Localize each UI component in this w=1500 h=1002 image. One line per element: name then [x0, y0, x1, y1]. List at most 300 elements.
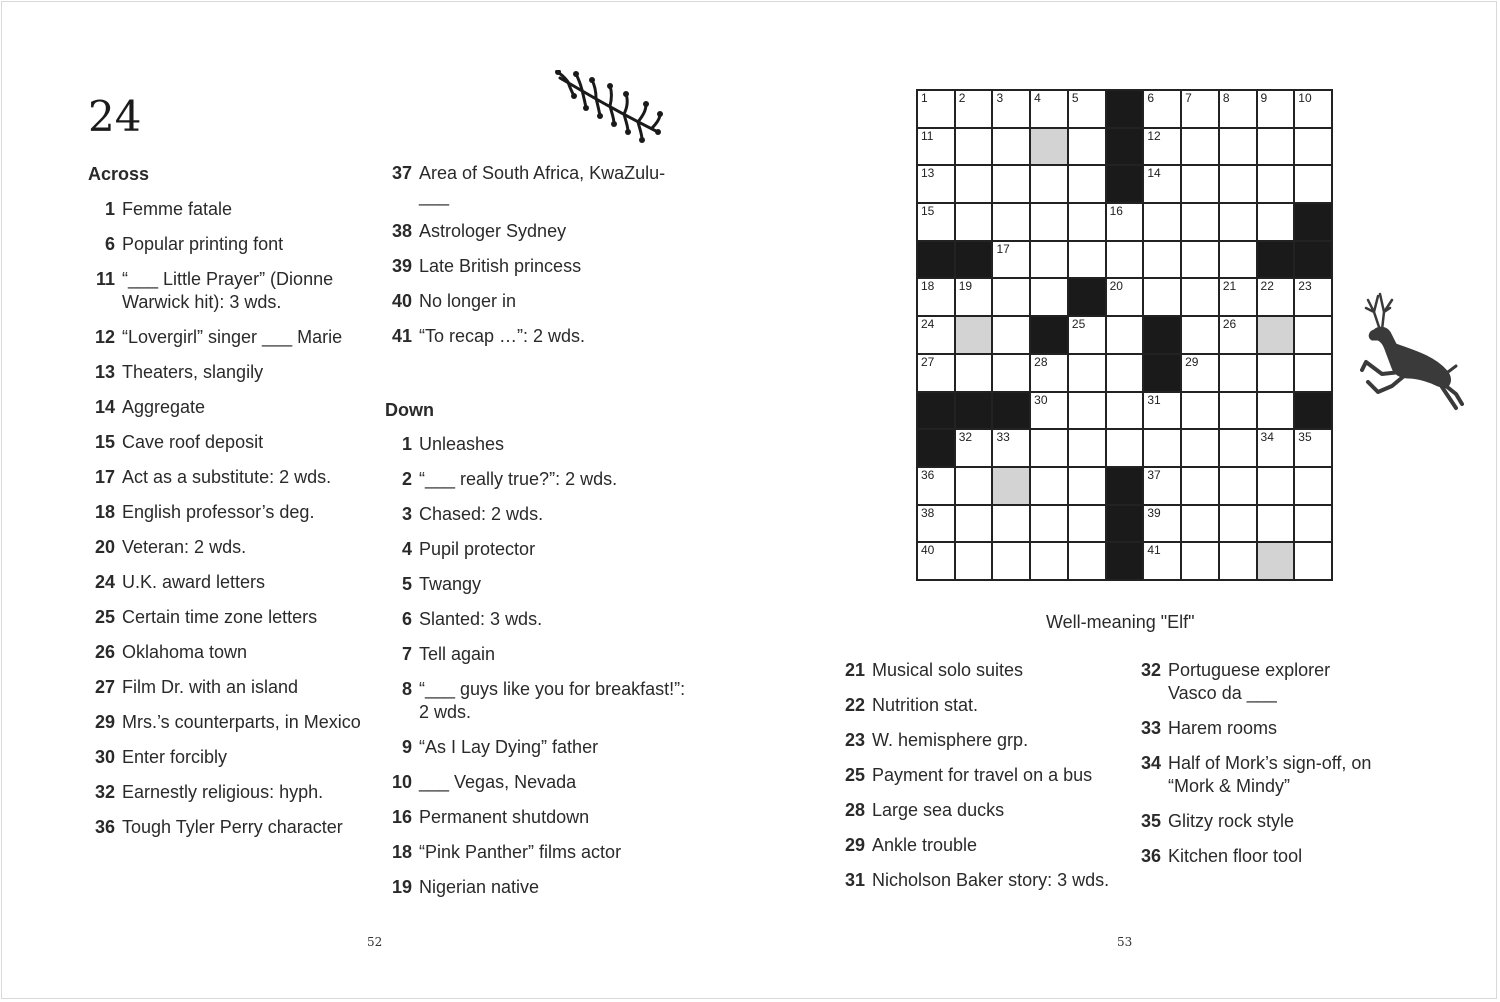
grid-cell [1295, 166, 1331, 202]
clue-text: Chased: 2 wds. [419, 504, 544, 524]
clue-text: Portuguese explorer Vasco da ___ [1168, 660, 1331, 703]
grid-cell-number: 12 [1147, 128, 1161, 143]
clue-text: Payment for travel on a bus [872, 765, 1093, 785]
clue-text: “Lovergirl” singer ___ Marie [122, 327, 343, 347]
across-clue [88, 571, 398, 594]
clue-number: 34 [1140, 753, 1161, 773]
grid-cell [1258, 317, 1294, 353]
grid-cell [1258, 166, 1294, 202]
grid-cell [1182, 204, 1218, 240]
clue-text: Half of Mork’s sign-off, on “Mork & Mindy” [1168, 753, 1372, 796]
grid-cell [993, 543, 1029, 579]
grid-cell-number: 34 [1260, 430, 1274, 445]
clue-number: 40 [391, 291, 412, 311]
grid-block [1258, 242, 1294, 278]
across-clue [88, 536, 398, 559]
clue-number: 22 [844, 695, 865, 715]
grid-cell [1258, 506, 1294, 542]
grid-cell [1144, 166, 1180, 202]
clue-number: 15 [94, 432, 115, 452]
grid-cell-number: 22 [1260, 279, 1274, 294]
down-clue [385, 468, 695, 491]
clue-text: ___ Vegas, Nevada [419, 772, 577, 792]
across-clue [385, 325, 695, 348]
down-clue [838, 659, 1123, 682]
grid-cell [1069, 468, 1105, 504]
down-clues-column-3 [1134, 659, 1379, 880]
across-clue [88, 431, 398, 454]
clue-number: 37 [391, 163, 412, 183]
clue-number: 18 [94, 502, 115, 522]
grid-cell [1031, 430, 1067, 466]
down-clue [838, 729, 1123, 752]
across-clue [385, 290, 695, 313]
clue-text: English professor’s deg. [122, 502, 315, 522]
grid-cell [1144, 430, 1180, 466]
down-clue [385, 503, 695, 526]
grid-cell [993, 430, 1029, 466]
grid-cell [1295, 506, 1331, 542]
grid-cell-number: 10 [1298, 91, 1312, 105]
across-clue [88, 501, 398, 524]
down-clue [838, 764, 1123, 787]
grid-cell-number: 36 [921, 467, 935, 482]
grid-cell [1107, 355, 1143, 391]
grid-block [1107, 166, 1143, 202]
grid-cell [1182, 166, 1218, 202]
clue-text: “___ guys like you for breakfast!”: 2 wds. [419, 679, 686, 722]
across-clue [88, 326, 398, 349]
down-clue [385, 643, 695, 666]
grid-block [956, 393, 992, 429]
grid-cell [1182, 129, 1218, 165]
grid-cell [1220, 242, 1256, 278]
clue-text: Unleashes [419, 434, 505, 454]
across-clues-column-2 [385, 162, 695, 360]
grid-cell [956, 91, 992, 127]
clue-text: Popular printing font [122, 234, 284, 254]
across-clue [88, 396, 398, 419]
grid-cell [993, 166, 1029, 202]
grid-cell-number: 11 [921, 128, 934, 143]
grid-cell [956, 430, 992, 466]
grid-cell [1220, 543, 1256, 579]
clue-number: 21 [844, 660, 865, 680]
clue-text: U.K. award letters [122, 572, 266, 592]
grid-cell [1107, 430, 1143, 466]
clue-number: 11 [95, 269, 115, 289]
across-clue [88, 816, 398, 839]
grid-block [956, 242, 992, 278]
down-clue [385, 678, 695, 724]
clue-text: “To recap …”: 2 wds. [419, 326, 586, 346]
clue-text: “___ Little Prayer” (Dionne Warwick hit): 3 wds. [122, 269, 334, 312]
clue-number: 16 [391, 807, 412, 827]
grid-cell [1031, 279, 1067, 315]
grid-cell-number: 19 [958, 279, 973, 294]
grid-cell-number: 38 [921, 505, 935, 520]
down-clue [385, 771, 695, 794]
grid-cell [956, 506, 992, 542]
grid-cell [993, 506, 1029, 542]
grid-cell [918, 204, 954, 240]
grid-cell-number: 18 [921, 279, 935, 294]
grid-cell [1295, 129, 1331, 165]
down-clue [838, 834, 1123, 857]
grid-cell [918, 355, 954, 391]
clue-text: Act as a substitute: 2 wds. [122, 467, 332, 487]
grid-cell [1220, 468, 1256, 504]
clue-text: Enter forcibly [122, 747, 228, 767]
grid-cell-number: 7 [1185, 91, 1192, 105]
grid-cell-number: 16 [1109, 204, 1123, 219]
grid-cell [1220, 91, 1256, 127]
grid-cell [1182, 543, 1218, 579]
grid-cell [1258, 204, 1294, 240]
grid-cell [1295, 543, 1331, 579]
grid-cell-number: 3 [996, 91, 1004, 105]
grid-cell [1220, 430, 1256, 466]
down-clue [1134, 845, 1379, 868]
grid-cell [1069, 129, 1105, 165]
grid-block [1295, 204, 1331, 240]
clue-text: Oklahoma town [122, 642, 248, 662]
grid-cell-number: 24 [921, 317, 935, 332]
down-clues-column-1 [385, 433, 695, 911]
grid-cell [993, 242, 1029, 278]
grid-block [993, 393, 1029, 429]
grid-cell [1182, 279, 1218, 315]
across-clue [385, 162, 695, 208]
clue-number: 28 [844, 800, 865, 820]
grid-block [918, 242, 954, 278]
grid-cell [918, 317, 954, 353]
down-clue [838, 694, 1123, 717]
grid-cell [1031, 91, 1067, 127]
grid-cell-number: 33 [996, 430, 1010, 445]
grid-cell [1107, 204, 1143, 240]
clue-number: 6 [104, 234, 115, 254]
grid-cell-number: 40 [921, 543, 935, 558]
grid-cell-number: 37 [1147, 467, 1161, 482]
clue-text: Kitchen floor tool [1168, 846, 1303, 866]
grid-cell [956, 355, 992, 391]
clue-number: 14 [94, 397, 115, 417]
clue-number: 32 [94, 782, 115, 802]
clue-number: 3 [401, 504, 412, 524]
grid-cell [1295, 430, 1331, 466]
grid-cell [1258, 543, 1294, 579]
clue-text: Femme fatale [122, 199, 233, 219]
clue-number: 39 [391, 256, 412, 276]
grid-cell [918, 91, 954, 127]
puzzle-caption: Well-meaning "Elf" [1046, 612, 1195, 632]
grid-cell [1182, 242, 1218, 278]
grid-cell-number: 15 [921, 204, 935, 219]
grid-block [1107, 129, 1143, 165]
clue-text: “As I Lay Dying” father [419, 737, 599, 757]
clue-text: Large sea ducks [872, 800, 1005, 820]
down-clue [838, 869, 1123, 892]
grid-cell [1220, 506, 1256, 542]
clue-text: Theaters, slangily [122, 362, 264, 382]
grid-cell [993, 279, 1029, 315]
grid-block [918, 393, 954, 429]
clue-text: Aggregate [122, 397, 206, 417]
grid-cell [1295, 355, 1331, 391]
clue-text: Pupil protector [419, 539, 536, 559]
fern-icon [554, 70, 666, 148]
down-clue [1134, 810, 1379, 833]
clue-number: 7 [401, 644, 412, 664]
clue-number: 33 [1140, 718, 1161, 738]
clue-text: Musical solo suites [872, 660, 1024, 680]
clue-number: 17 [94, 467, 115, 487]
grid-cell [918, 129, 954, 165]
across-clue [88, 606, 398, 629]
grid-cell-number: 20 [1109, 279, 1123, 294]
down-clue [385, 433, 695, 456]
grid-cell [1182, 506, 1218, 542]
clue-number: 6 [401, 609, 412, 629]
grid-cell [1144, 393, 1180, 429]
across-clue [385, 255, 695, 278]
grid-cell [1031, 242, 1067, 278]
grid-cell-number: 2 [958, 91, 966, 105]
grid-cell [956, 317, 992, 353]
grid-cell [1295, 317, 1331, 353]
grid-cell [1069, 242, 1105, 278]
grid-cell [1182, 430, 1218, 466]
down-clues-column-2 [838, 659, 1123, 904]
grid-block [1107, 506, 1143, 542]
clue-text: Film Dr. with an island [122, 677, 299, 697]
clue-number: 31 [844, 870, 865, 890]
grid-cell-number: 26 [1222, 317, 1237, 332]
down-clue [385, 736, 695, 759]
grid-cell-number: 5 [1071, 91, 1079, 105]
clue-number: 36 [1140, 846, 1161, 866]
grid-cell [1144, 506, 1180, 542]
grid-cell [993, 91, 1029, 127]
clue-text: Tell again [419, 644, 496, 664]
clue-text: Nigerian native [419, 877, 540, 897]
clue-text: Glitzy rock style [1168, 811, 1295, 831]
clue-number: 27 [94, 677, 115, 697]
down-clue [385, 841, 695, 864]
grid-cell [1295, 468, 1331, 504]
grid-cell [1144, 242, 1180, 278]
grid-cell [918, 506, 954, 542]
across-clue [88, 641, 398, 664]
page-number-right: 53 [1117, 935, 1133, 949]
crossword-grid [916, 89, 1333, 581]
grid-block [1144, 355, 1180, 391]
down-clue [1134, 752, 1379, 798]
grid-cell [1258, 91, 1294, 127]
grid-cell [1069, 506, 1105, 542]
clue-number: 1 [401, 434, 412, 454]
grid-cell-number: 32 [958, 430, 973, 445]
across-clue [88, 268, 398, 314]
grid-block [1295, 242, 1331, 278]
clue-number: 29 [94, 712, 115, 732]
across-clues-column-1 [88, 198, 398, 851]
clue-number: 20 [94, 537, 115, 557]
grid-cell [1220, 279, 1256, 315]
clue-number: 32 [1140, 660, 1161, 680]
grid-cell [1220, 393, 1256, 429]
clue-text: Certain time zone letters [122, 607, 318, 627]
clue-number: 10 [391, 772, 412, 792]
grid-cell-number: 35 [1298, 430, 1312, 445]
grid-block [1295, 393, 1331, 429]
down-clue [838, 799, 1123, 822]
clue-text: Permanent shutdown [419, 807, 590, 827]
grid-block [1031, 317, 1067, 353]
grid-cell [1069, 543, 1105, 579]
clue-number: 30 [94, 747, 115, 767]
grid-cell [1031, 506, 1067, 542]
down-clue [385, 806, 695, 829]
grid-cell [956, 166, 992, 202]
clue-number: 12 [94, 327, 115, 347]
grid-cell-number: 21 [1222, 279, 1237, 294]
grid-cell-number: 31 [1147, 392, 1161, 407]
grid-cell [1258, 279, 1294, 315]
grid-cell [1295, 91, 1331, 127]
grid-cell [1295, 279, 1331, 315]
grid-cell [1069, 355, 1105, 391]
clue-text: “___ really true?”: 2 wds. [419, 469, 618, 489]
clue-text: Harem rooms [1168, 718, 1278, 738]
down-clue [385, 573, 695, 596]
grid-cell [1258, 355, 1294, 391]
grid-cell-number: 1 [921, 91, 928, 105]
clue-number: 38 [391, 221, 412, 241]
grid-cell-number: 6 [1147, 91, 1155, 105]
grid-block [1107, 468, 1143, 504]
grid-cell [956, 468, 992, 504]
grid-cell-number: 25 [1071, 317, 1086, 332]
clue-number: 13 [94, 362, 115, 382]
grid-cell-number: 8 [1222, 91, 1230, 105]
across-clue [385, 220, 695, 243]
grid-cell-number: 14 [1147, 166, 1161, 181]
page-number-left: 52 [367, 935, 383, 949]
grid-cell [918, 279, 954, 315]
clue-number: 4 [401, 539, 412, 559]
grid-cell [1144, 129, 1180, 165]
clue-number: 36 [94, 817, 115, 837]
grid-cell-number: 27 [921, 354, 935, 369]
clue-text: Late British princess [419, 256, 582, 276]
grid-cell [1107, 393, 1143, 429]
grid-cell [1258, 430, 1294, 466]
clue-text: W. hemisphere grp. [872, 730, 1029, 750]
clue-number: 35 [1140, 811, 1161, 831]
grid-block [1107, 543, 1143, 579]
grid-cell [1182, 317, 1218, 353]
down-clue [1134, 717, 1379, 740]
across-clue [88, 233, 398, 256]
grid-cell-number: 29 [1185, 354, 1199, 369]
grid-cell [956, 129, 992, 165]
grid-cell [1220, 317, 1256, 353]
clue-text: Slanted: 3 wds. [419, 609, 543, 629]
across-clue [88, 466, 398, 489]
grid-block [1144, 317, 1180, 353]
grid-block [1107, 91, 1143, 127]
across-clue [88, 781, 398, 804]
clue-number: 9 [401, 737, 412, 757]
grid-cell [956, 279, 992, 315]
grid-cell [993, 204, 1029, 240]
grid-cell [956, 543, 992, 579]
down-clue [385, 608, 695, 631]
across-clue [88, 198, 398, 221]
grid-cell [1258, 468, 1294, 504]
grid-cell [993, 129, 1029, 165]
grid-cell [1144, 468, 1180, 504]
grid-cell [1182, 393, 1218, 429]
grid-cell-number: 23 [1298, 279, 1312, 294]
grid-cell [1031, 393, 1067, 429]
grid-cell [1258, 393, 1294, 429]
clue-number: 26 [94, 642, 115, 662]
grid-cell [1031, 204, 1067, 240]
clue-text: Mrs.’s counterparts, in Mexico [122, 712, 361, 732]
grid-cell [1182, 468, 1218, 504]
grid-cell [1031, 468, 1067, 504]
grid-cell [956, 204, 992, 240]
clue-text: Ankle trouble [872, 835, 978, 855]
across-clue [88, 361, 398, 384]
clue-text: Nicholson Baker story: 3 wds. [872, 870, 1110, 890]
grid-cell [1069, 393, 1105, 429]
clue-text: No longer in [419, 291, 517, 311]
grid-cell [1182, 91, 1218, 127]
down-heading: Down [385, 400, 434, 420]
grid-cell [1107, 242, 1143, 278]
grid-cell [1069, 166, 1105, 202]
grid-block [1069, 279, 1105, 315]
down-clue [1134, 659, 1379, 705]
grid-cell [1069, 204, 1105, 240]
clue-text: Nutrition stat. [872, 695, 979, 715]
grid-cell [1107, 279, 1143, 315]
clue-text: Veteran: 2 wds. [122, 537, 247, 557]
clue-text: Twangy [419, 574, 482, 594]
grid-cell [993, 317, 1029, 353]
grid-cell-number: 17 [996, 241, 1010, 256]
grid-cell [1220, 204, 1256, 240]
down-clue [385, 876, 695, 899]
clue-number: 41 [391, 326, 412, 346]
clue-number: 19 [391, 877, 412, 897]
clue-number: 25 [94, 607, 115, 627]
clue-text: Astrologer Sydney [419, 221, 567, 241]
grid-cell [1182, 355, 1218, 391]
down-clue [385, 538, 695, 561]
grid-cell [1107, 317, 1143, 353]
grid-cell [1220, 129, 1256, 165]
grid-cell [1031, 166, 1067, 202]
grid-cell-number: 30 [1034, 392, 1048, 407]
grid-cell [1220, 355, 1256, 391]
clue-number: 8 [401, 679, 412, 699]
grid-cell [1258, 129, 1294, 165]
